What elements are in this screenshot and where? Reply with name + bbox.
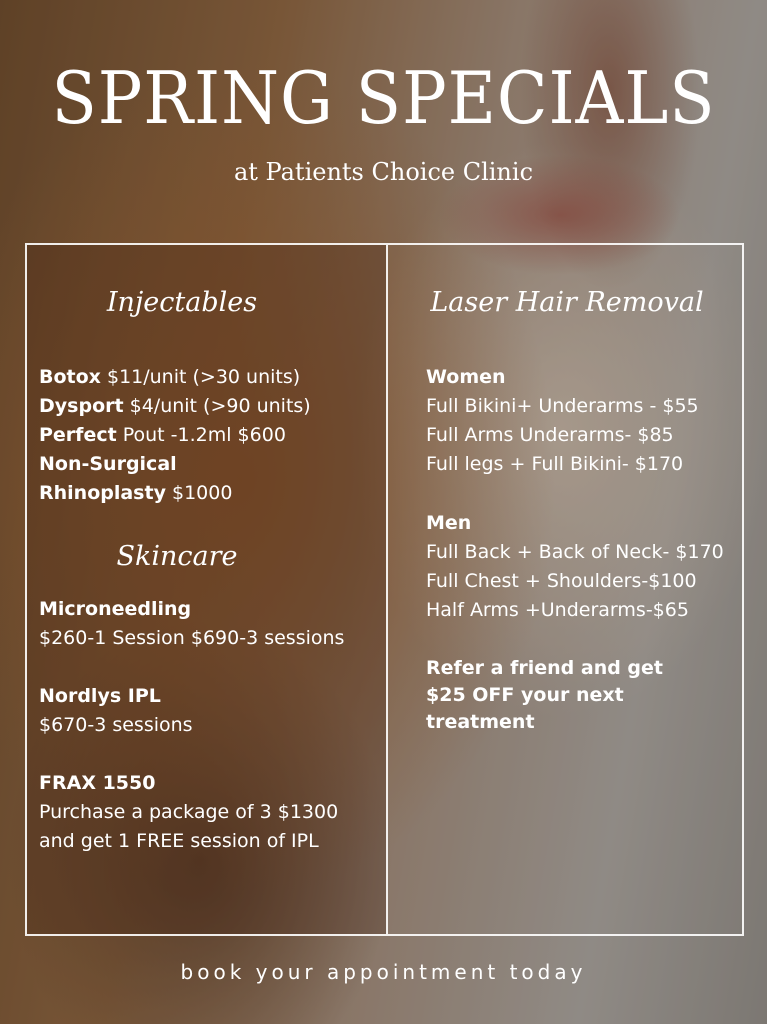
- injectables-list: [39, 363, 311, 508]
- item-name: FRAX 1550: [39, 772, 156, 794]
- item-detail: $1000: [165, 482, 233, 504]
- list-item: Full Arms Underarms- $85: [426, 424, 674, 446]
- item-detail: $4/unit (>90 units): [123, 395, 311, 417]
- referral-note: [426, 655, 663, 736]
- list-item: Full Bikini+ Underarms - $55: [426, 395, 699, 417]
- list-item-rhinoplasty: [39, 450, 311, 479]
- laser-heading: Laser Hair Removal: [430, 287, 704, 318]
- item-detail: Pout -1.2ml $600: [116, 424, 286, 446]
- item-detail: Purchase a package of 3 $1300: [39, 801, 339, 823]
- item-detail: and get 1 FREE session of IPL: [39, 830, 319, 852]
- skincare-microneedling: [39, 595, 344, 653]
- footer-cta: book your appointment today: [180, 960, 587, 984]
- referral-line: treatment: [426, 711, 535, 733]
- laser-women: [426, 363, 699, 479]
- list-item-dysport: [39, 392, 311, 421]
- item-name: Botox: [39, 366, 101, 388]
- skincare-heading: Skincare: [116, 541, 238, 572]
- list-item-rhinoplasty-price: [39, 479, 311, 508]
- item-name: Dysport: [39, 395, 124, 417]
- group-label: Women: [426, 366, 506, 388]
- item-name: Microneedling: [39, 598, 192, 620]
- list-item: Full legs + Full Bikini- $170: [426, 453, 684, 475]
- column-divider: [386, 245, 388, 934]
- item-name: Non-Surgical: [39, 453, 177, 475]
- item-name: Nordlys IPL: [39, 685, 161, 707]
- laser-men: [426, 509, 724, 625]
- page-title: SPRING SPECIALS: [51, 56, 716, 140]
- list-item: Half Arms +Underarms-$65: [426, 599, 689, 621]
- specials-frame: [25, 243, 744, 936]
- skincare-nordlys: [39, 682, 193, 740]
- list-item-botox: [39, 363, 311, 392]
- item-name: Rhinoplasty: [39, 482, 166, 504]
- list-item: Full Back + Back of Neck- $170: [426, 541, 724, 563]
- injectables-heading: Injectables: [106, 287, 258, 318]
- referral-line: Refer a friend and get: [426, 657, 663, 679]
- skincare-frax: [39, 769, 338, 856]
- item-detail: $11/unit (>30 units): [100, 366, 301, 388]
- referral-line: $25 OFF your next: [426, 684, 624, 706]
- list-item-perfect-pout: [39, 421, 311, 450]
- item-name: Perfect: [39, 424, 117, 446]
- list-item: Full Chest + Shoulders-$100: [426, 570, 697, 592]
- item-detail: $670-3 sessions: [39, 714, 193, 736]
- page-subtitle: at Patients Choice Clinic: [233, 158, 534, 186]
- group-label: Men: [426, 512, 472, 534]
- item-detail: $260-1 Session $690-3 sessions: [39, 627, 345, 649]
